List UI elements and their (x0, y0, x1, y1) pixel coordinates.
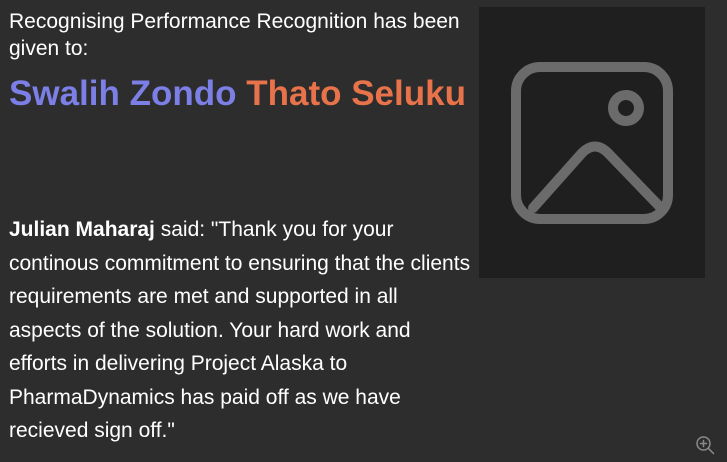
recognition-image (479, 7, 705, 278)
zoom-in-button[interactable] (694, 434, 716, 456)
quote-author: Julian Maharaj (9, 218, 155, 241)
recognition-header (9, 8, 471, 122)
recognition-intro: Recognising Performance Recognition has been given to: (9, 10, 460, 60)
recipient-names (9, 66, 471, 122)
image-placeholder-icon (509, 60, 675, 226)
recognition-quote (9, 213, 474, 448)
recipient-name: Swalih Zondo (9, 74, 237, 113)
recipient-name: Thato Seluku (246, 74, 466, 113)
quote-said: said: (154, 218, 211, 241)
zoom-in-icon (695, 435, 715, 455)
quote-message: "Thank you for your continous commitment to ensuring that the clients requirements are met and supported in all aspects of the solution. Your hard work and efforts in delivering Project Alaska to PharmaDynamics has paid off as we have recieved sign off." (9, 218, 471, 442)
